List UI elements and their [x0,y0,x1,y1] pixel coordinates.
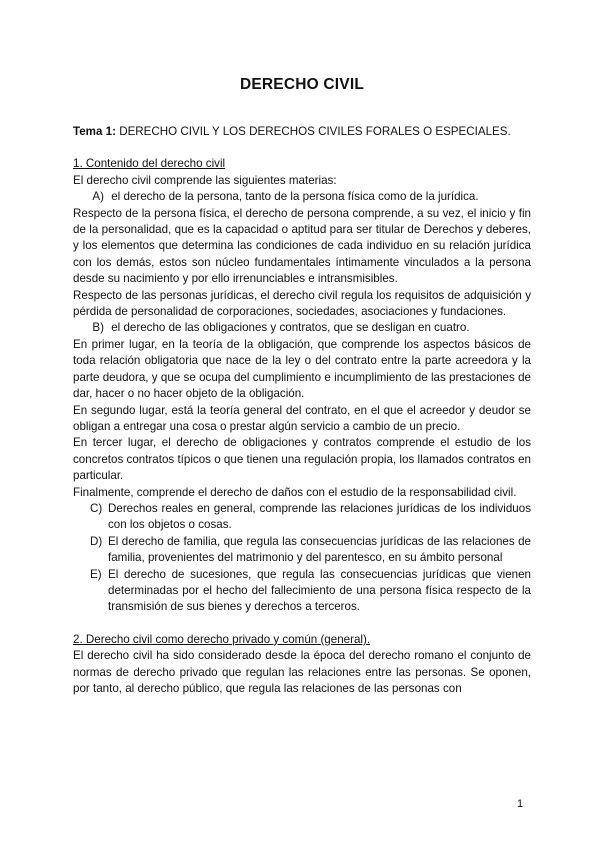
list-text-d: El derecho de familia, que regula las consecuencias jurídicas de las relaciones de familia, provenientes del matrimonio y del parentesco, en su ámbito personal [108,534,531,565]
list-label-a: A) [92,190,104,204]
paragraph-tercer-lugar: En tercer lugar, el derecho de obligaciones y contratos comprende el estudio de los concretos contratos típicos o que tienen una regulación propia, los llamados contratos en particular. [73,436,531,483]
list-item-d [73,534,531,567]
section1-heading: 1. Contenido del derecho civil [73,157,226,171]
list-item-b [73,320,531,336]
section1-intro: El derecho civil comprende las siguientes materias: [73,173,337,187]
list-text-a: el derecho de la persona, tanto de la persona física como de la jurídica. [111,190,479,204]
section2-paragraph: El derecho civil ha sido considerado desde la época del derecho romano el conjunto de normas de derecho privado que regulan las relaciones entre las personas. Se oponen, por tanto, al derecho público, que regula las relaciones de las personas con [73,649,531,695]
section2-heading: 2. Derecho civil como derecho privado y común (general). [73,632,371,646]
tema-label: Tema 1: [73,125,116,138]
paragraph-persona-fisica: Respecto de la persona física, el derecho de persona comprende, a su vez, el inicio y fin de la personalidad, que es la capacidad o aptitud para ser titular de Derechos y deberes, y los elementos que determina las condiciones de cada individuo en su relación jurídica con los demás, estos son núcleo fundamentales íntimamente vinculados a la persona desde su nacimiento y por ello irrenunciables e intransmisibles. [73,206,531,286]
list-item-e [73,567,531,616]
list-text-e: El derecho de sucesiones, que regula las consecuencias jurídicas que vienen determinadas por el hecho del fallecimiento de una persona física respecto de la transmisión de sus bienes y derechos a terceros. [108,567,531,614]
list-item-c [73,501,531,534]
list-label-e: E) [90,567,102,581]
list-label-b: B) [92,321,104,335]
list-text-c: Derechos reales en general, comprende las relaciones jurídicas de los individuos con los objetos o cosas. [108,501,531,532]
paragraph-segundo-lugar: En segundo lugar, está la teoría general del contrato, en el que el acreedor y deudor se obligan a entregar una cosa o prestar algún servicio a cambio de un precio. [73,403,531,433]
paragraph-finalmente: Finalmente, comprende el derecho de daños con el estudio de la responsabilidad civil. [73,485,517,499]
document-title: DERECHO CIVIL [239,76,365,93]
list-text-b: el derecho de las obligaciones y contratos, que se desligan en cuatro. [111,321,470,335]
list-item-a [73,189,531,205]
paragraph-primer-lugar: En primer lugar, en la teoría de la obligación, que comprende los aspectos básicos de toda relación obligatoria que nace de la ley o del contrato entre la parte acreedora y la parte deudora, y que se ocupa del cumplimiento e incumplimiento de las prestaciones de dar, hacer o no hacer objeto de la obligación. [73,337,531,401]
list-label-d: D) [90,534,103,548]
tema-heading [73,124,531,140]
document-body [73,124,531,697]
page-number: 1 [517,798,524,810]
paragraph-personas-juridicas: Respecto de las personas jurídicas, el derecho civil regula los requisitos de adquisición y pérdida de personalidad de corporaciones, sociedades, asociaciones y fundaciones. [73,288,531,319]
list-label-c: C) [90,501,103,515]
tema-text: DERECHO CIVIL Y LOS DERECHOS CIVILES FORALES O ESPECIALES. [119,125,511,138]
